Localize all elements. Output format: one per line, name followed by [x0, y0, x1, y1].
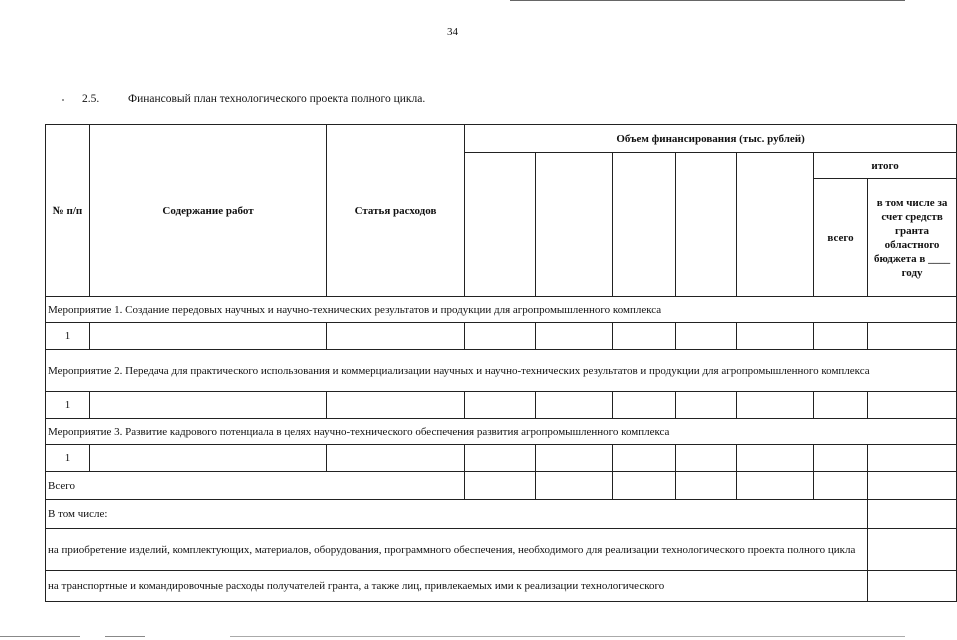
event-3-title: Мероприятие 3. Развитие кадрового потенциала в целях научно-технического обеспечения развития агропромышленного комплекса [46, 419, 957, 445]
event-1-title: Мероприятие 1. Создание передовых научных и научно-технических результатов и продукции для агропромышленного комплекса [46, 297, 957, 323]
table-cell [465, 472, 536, 500]
table-cell [613, 392, 676, 419]
table-cell [613, 323, 676, 350]
financial-plan-table [45, 124, 957, 602]
table-cell [327, 323, 465, 350]
table-cell [536, 445, 613, 472]
table-cell [868, 500, 957, 529]
bottom-rule [0, 636, 80, 637]
purchase-label: на приобретение изделий, комплектующих, материалов, оборудования, программного обеспечения, необходимого для реализации технологического проекта полного цикла [46, 529, 868, 571]
header-blank-4 [676, 153, 737, 297]
table-cell [868, 323, 957, 350]
page-number: 34 [447, 26, 458, 38]
table-cell [676, 472, 737, 500]
table-cell [868, 472, 957, 500]
table-cell [814, 472, 868, 500]
table-cell [737, 445, 814, 472]
header-blank-1 [465, 153, 536, 297]
table-cell [465, 323, 536, 350]
section-title: Финансовый план технологического проекта полного цикла. [128, 93, 426, 105]
table-cell [465, 445, 536, 472]
table-cell [814, 323, 868, 350]
bottom-rule [230, 636, 905, 637]
table-cell [737, 323, 814, 350]
header-funding: Объем финансирования (тыс. рублей) [465, 125, 957, 153]
header-expense: Статья расходов [327, 125, 465, 297]
event-1-row-num: 1 [46, 323, 90, 350]
table-cell [868, 571, 957, 602]
table-cell [465, 392, 536, 419]
header-itogo: итого [814, 153, 957, 179]
table-cell [90, 323, 327, 350]
header-num: № п/п [46, 125, 90, 297]
table-cell [868, 529, 957, 571]
table-cell [90, 392, 327, 419]
table-cell [327, 445, 465, 472]
table-cell [90, 445, 327, 472]
total-label: Всего [46, 472, 465, 500]
header-vsego: всего [814, 179, 868, 297]
table-cell [737, 392, 814, 419]
table-cell [814, 445, 868, 472]
header-oblast: в том числе за счет средств гранта областного бюджета в ____ году [868, 179, 957, 297]
including-label: В том числе: [46, 500, 868, 529]
top-rule [510, 0, 905, 1]
table-cell [676, 445, 737, 472]
table-cell [868, 445, 957, 472]
transport-label: на транспортные и командировочные расходы получателей гранта, а также лиц, привлекаемых ими к реализации технологического [46, 571, 868, 602]
table-cell [676, 392, 737, 419]
section-heading [82, 93, 425, 105]
section-number: 2.5. [82, 93, 100, 105]
header-blank-2 [536, 153, 613, 297]
table-cell [613, 445, 676, 472]
table-cell [327, 392, 465, 419]
table-cell [868, 392, 957, 419]
table-cell [737, 472, 814, 500]
event-3-row-num: 1 [46, 445, 90, 472]
event-2-title: Мероприятие 2. Передача для практического использования и коммерциализации научных и научно-технических результатов и продукции для агропромышленного комплекса [46, 350, 957, 392]
table-cell [613, 472, 676, 500]
header-blank-5 [737, 153, 814, 297]
table-cell [536, 323, 613, 350]
table-cell [814, 392, 868, 419]
header-work: Содержание работ [90, 125, 327, 297]
event-2-row-num: 1 [46, 392, 90, 419]
table-cell [676, 323, 737, 350]
scan-speck [62, 99, 64, 101]
header-blank-3 [613, 153, 676, 297]
table-cell [536, 392, 613, 419]
table-cell [536, 472, 613, 500]
bottom-rule [105, 636, 145, 637]
